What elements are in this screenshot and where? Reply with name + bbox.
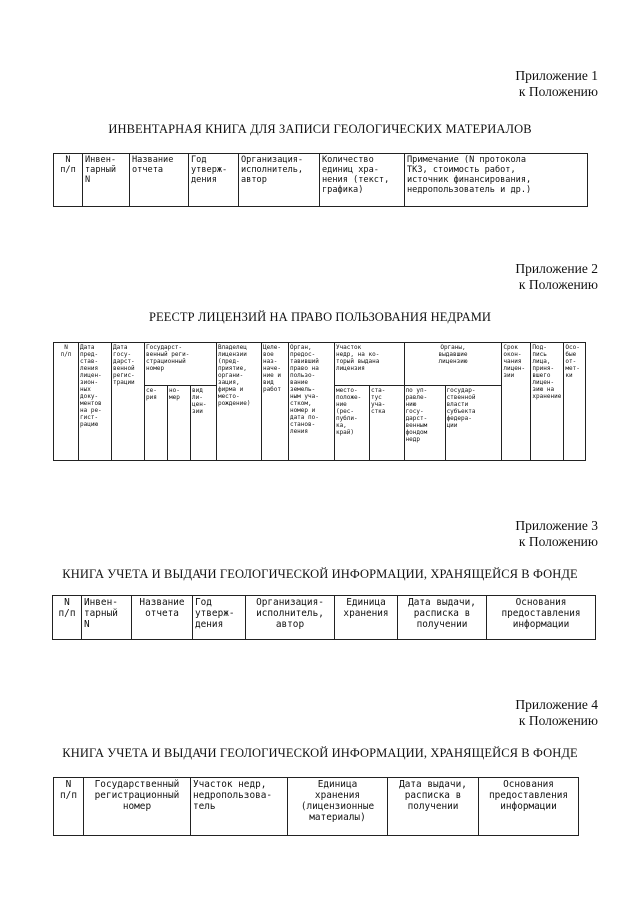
column-header: Государст- венный реги- страционный номер — [145, 343, 217, 386]
table-header-row — [54, 154, 588, 207]
column-header: Год утверж- дения — [193, 596, 246, 640]
column-header: Государственный регистрационный номер — [84, 778, 191, 836]
column-subheader: се- рия — [145, 386, 168, 461]
appendix-regulation: к Положению — [518, 534, 598, 549]
column-header: Владелец лицензии (пред- приятие, органи- зация, фирма и место- рождение) — [216, 343, 261, 461]
column-header: Примечание (N протокола ТКЗ, стоимость работ, источник финансирования, недропользователь и др.) — [405, 154, 588, 207]
column-header: Название отчета — [132, 596, 193, 640]
column-subheader: но- мер — [168, 386, 191, 461]
license-info-issue-book-table — [53, 777, 579, 836]
column-header: Срок окон- чания лицен- зии — [502, 343, 531, 461]
column-header: Основания предоставления информации — [479, 778, 579, 836]
appendix-label: Приложение 1 — [515, 68, 598, 83]
appendix-1-heading — [515, 68, 598, 100]
column-header: Дата пред- став- ления лицен- зион- ных доку- ментов на ре- гист- рацию — [79, 343, 112, 461]
info-issue-book-table — [52, 595, 596, 640]
column-header: Дата выдачи, расписка в получении — [398, 596, 487, 640]
column-header: Инвен- тарный N — [82, 596, 132, 640]
column-subheader: по уп- равле- нию госу- дарст- венным фондом недр — [404, 386, 445, 461]
column-header: Количество единиц хра- нения (текст, графика) — [320, 154, 405, 207]
column-header: Единица хранения (лицензионные материалы) — [288, 778, 388, 836]
column-header: N п/п — [53, 596, 82, 640]
column-subheader: место- положе- ние (рес- публи- ка, край) — [334, 386, 369, 461]
column-header: Год утверж- дения — [189, 154, 239, 207]
column-header: Дата госу- дарст- венной регис- трации — [112, 343, 145, 461]
column-subheader: вид ли- цен- зии — [191, 386, 217, 461]
column-header: Организация- исполнитель, автор — [246, 596, 335, 640]
appendix-4-heading — [515, 697, 598, 729]
table-header-row — [53, 596, 596, 640]
column-subheader: ста- тус уча- стка — [369, 386, 404, 461]
table-title: ИНВЕНТАРНАЯ КНИГА ДЛЯ ЗАПИСИ ГЕОЛОГИЧЕСКИХ МАТЕРИАЛОВ — [108, 122, 532, 136]
appendix-regulation: к Положению — [518, 84, 598, 99]
table-header-row — [54, 778, 579, 836]
column-subheader: государ- ственной власти субъекта федера- ции — [445, 386, 502, 461]
inventory-book-table — [53, 153, 588, 207]
column-header: N п/п — [54, 154, 83, 207]
column-header: Осо- бые от- мет- ки — [564, 343, 586, 461]
appendix-regulation: к Положению — [518, 713, 598, 728]
column-header: Органы, выдавшие лицензию — [404, 343, 502, 386]
appendix-label: Приложение 2 — [515, 261, 598, 276]
column-header: Инвен- тарный N — [83, 154, 130, 207]
column-header: Участок недр, на ко- торый выдана лицензия — [334, 343, 404, 386]
column-header: N п/п — [54, 343, 79, 461]
table-title: КНИГА УЧЕТА И ВЫДАЧИ ГЕОЛОГИЧЕСКОЙ ИНФОРМАЦИИ, ХРАНЯЩЕЙСЯ В ФОНДЕ — [62, 567, 578, 581]
column-header: Дата выдачи, расписка в получении — [388, 778, 479, 836]
appendix-2-heading — [515, 261, 598, 293]
appendix-regulation: к Положению — [518, 277, 598, 292]
column-header: N п/п — [54, 778, 84, 836]
column-header: Целе- вое наз- наче- ние и вид работ — [261, 343, 288, 461]
table-title: КНИГА УЧЕТА И ВЫДАЧИ ГЕОЛОГИЧЕСКОЙ ИНФОРМАЦИИ, ХРАНЯЩЕЙСЯ В ФОНДЕ — [62, 746, 578, 760]
column-header: Единица хранения — [335, 596, 398, 640]
column-header: Название отчета — [130, 154, 189, 207]
table-header-row — [54, 343, 586, 386]
column-header: Под- пись лица, приня- вшего лицен- зию на хранение — [531, 343, 564, 461]
appendix-label: Приложение 3 — [515, 518, 598, 533]
column-header: Участок недр, недропользова- тель — [191, 778, 288, 836]
appendix-label: Приложение 4 — [515, 697, 598, 712]
column-header: Организация- исполнитель, автор — [239, 154, 320, 207]
license-registry-table — [53, 342, 586, 461]
column-header: Орган, предос- тавивший право на пользо- вание земель- ным уча- стком, номер и дата по- станов- ления — [288, 343, 334, 461]
table-title: РЕЕСТР ЛИЦЕНЗИЙ НА ПРАВО ПОЛЬЗОВАНИЯ НЕДРАМИ — [148, 310, 492, 324]
appendix-3-heading — [515, 518, 598, 550]
column-header: Основания предоставления информации — [487, 596, 596, 640]
